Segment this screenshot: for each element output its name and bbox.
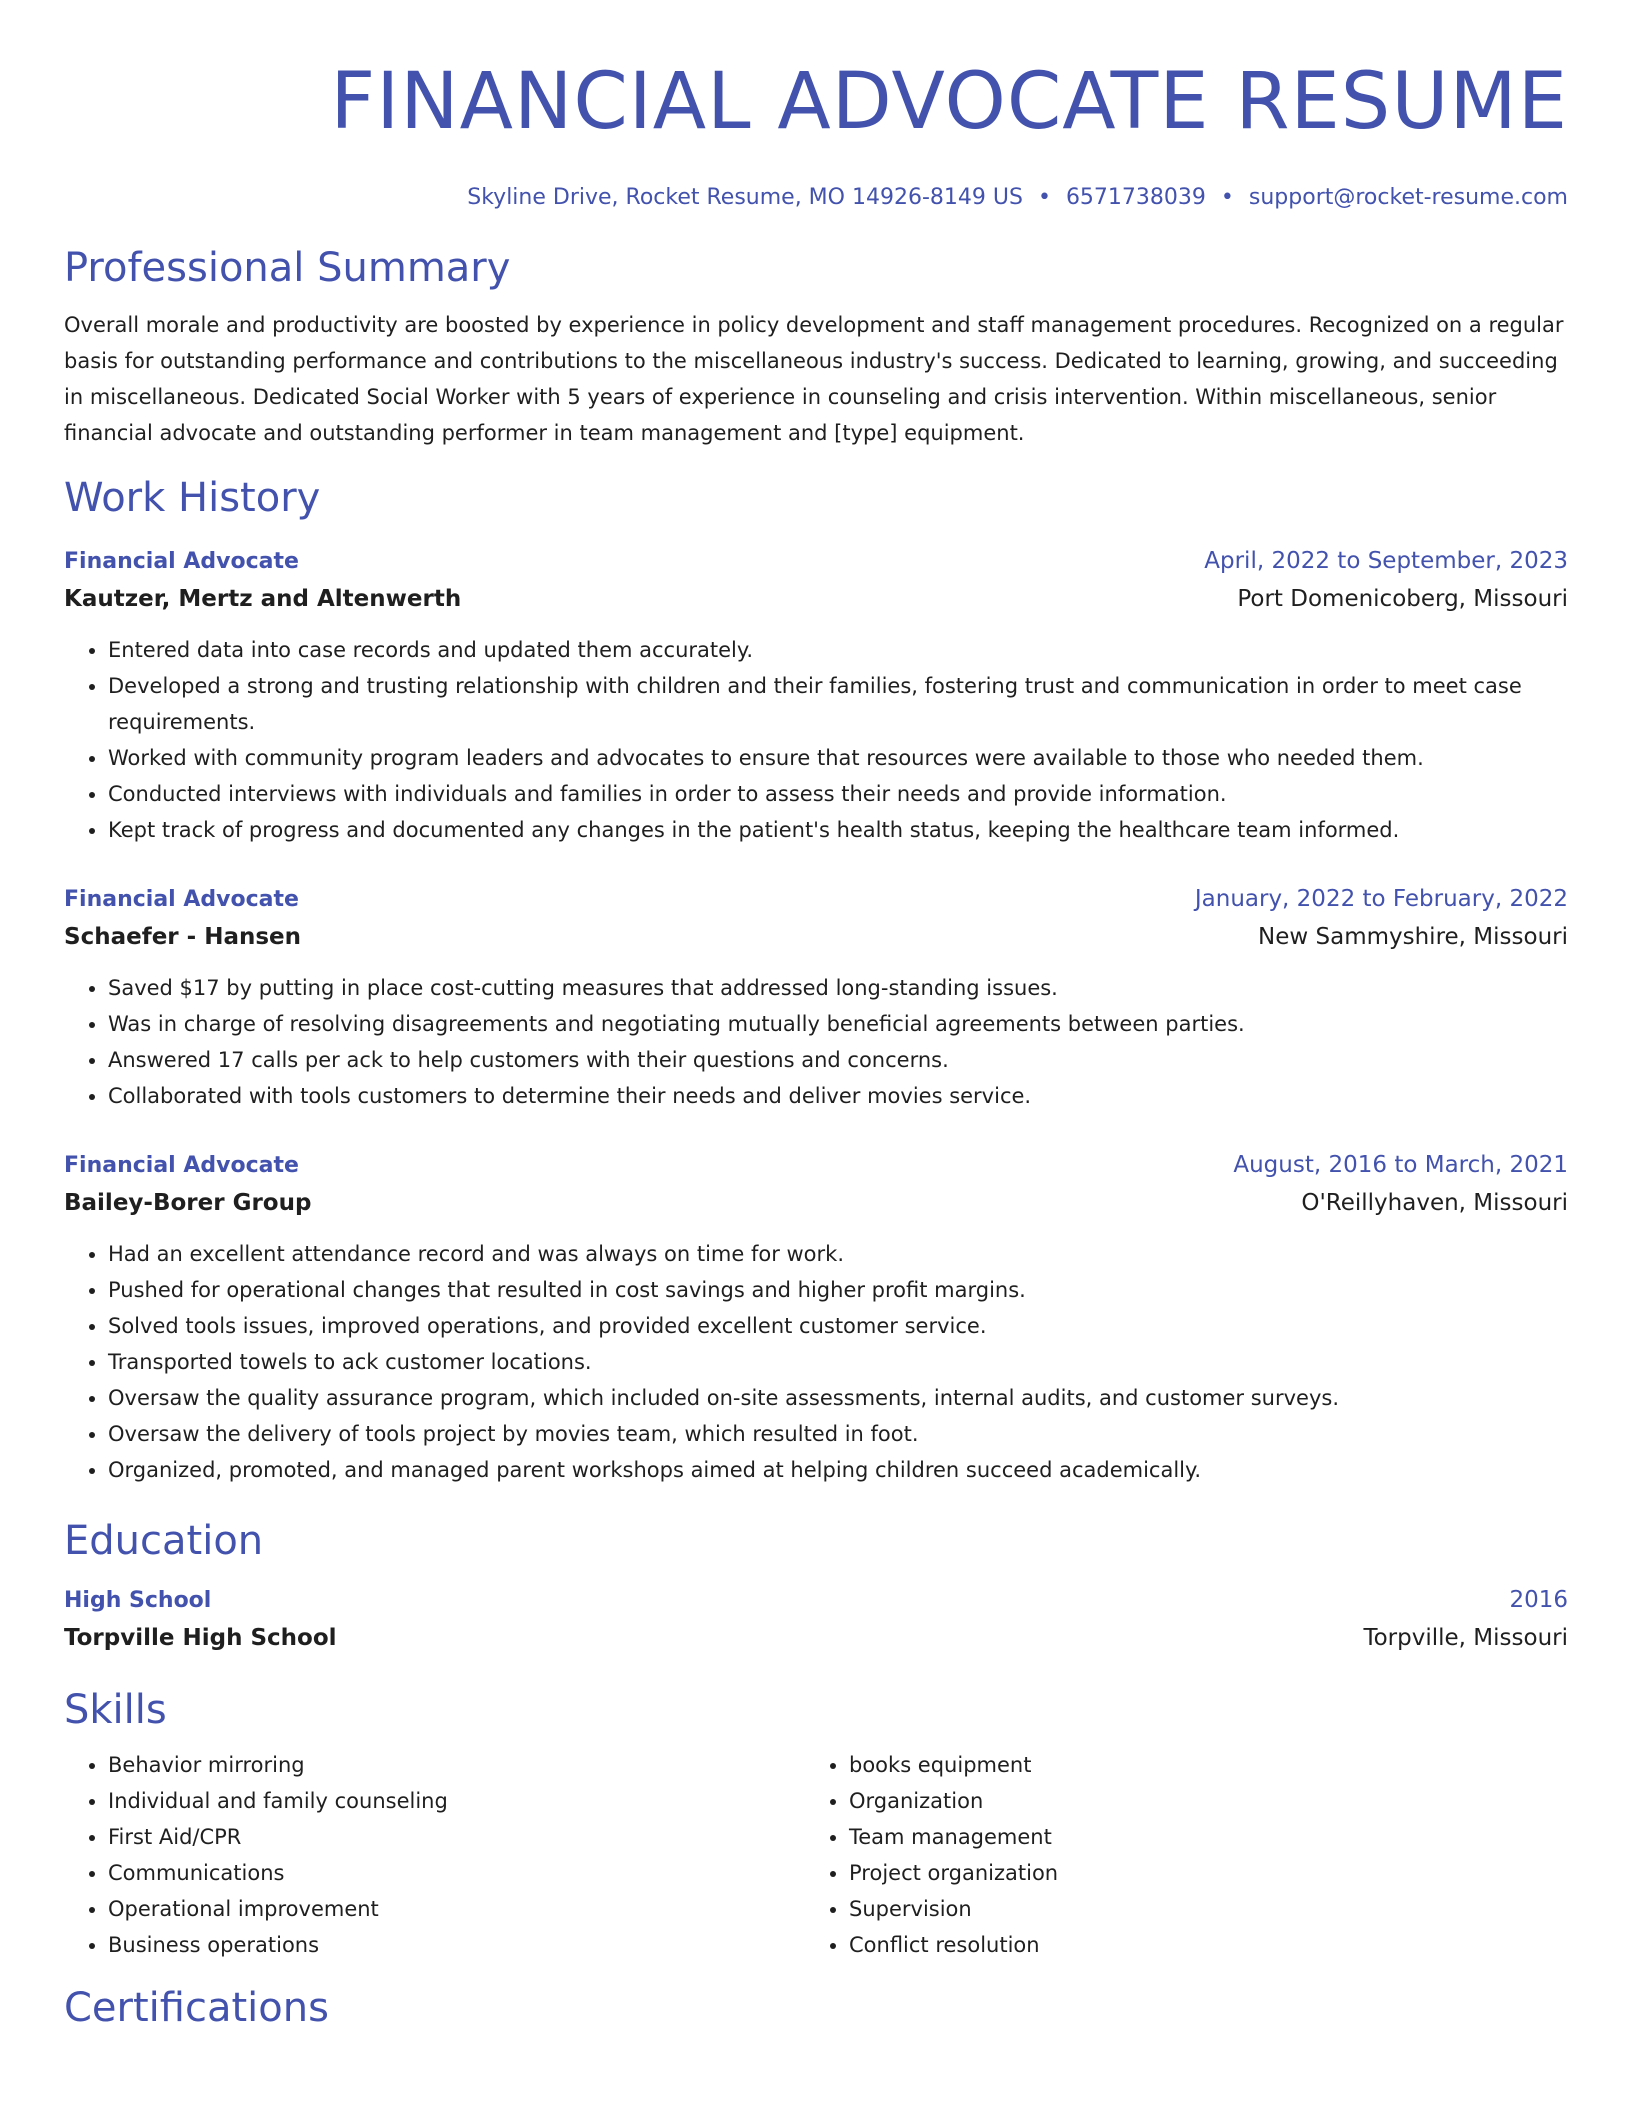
professional-summary-section [64,243,1568,451]
skill-item: • Operational improvement [108,1891,805,1927]
job-company: Schaefer - Hansen [64,924,302,950]
skills-list-right [805,1747,1546,1963]
education-degree: High School [64,1588,212,1613]
job-bullet: • Oversaw the delivery of tools project by movies team, which resulted in foot. [108,1416,1568,1452]
job-bullet: • Developed a strong and trusting relationship with children and their families, fostering trust and communication in order to meet case requirements. [108,668,1568,740]
contact-line [64,183,1568,213]
job-bullet: • Solved tools issues, improved operations, and provided excellent customer service. [108,1308,1568,1344]
contact-phone: 6571738039 [1065,185,1206,210]
section-title-skills: Skills [64,1687,167,1733]
work-history-section [64,473,1568,1488]
education-section [64,1516,1568,1657]
skill-item: • Organization [849,1783,1546,1819]
section-title-work-history: Work History [64,475,321,521]
job-bullet: • Collaborated with tools customers to determine their needs and deliver movies service. [108,1078,1568,1114]
section-title-summary: Professional Summary [64,245,511,291]
job-bullet: • Saved $17 by putting in place cost-cutting measures that addressed long-standing issues. [108,970,1568,1006]
education-location: Torpville, Missouri [1363,1625,1568,1651]
job-bullet: • Answered 17 calls per ack to help customers with their questions and concerns. [108,1042,1568,1078]
skills-columns [64,1747,1568,1963]
job-bullets [64,970,1568,1114]
job-heading-row [64,543,1568,580]
job-company-row [64,918,1568,956]
job-bullet: • Had an excellent attendance record and was always on time for work. [108,1236,1568,1272]
skill-item: • Individual and family counseling [108,1783,805,1819]
skills-section [64,1685,1568,1963]
job-dates: January, 2022 to February, 2022 [1194,886,1568,912]
job-location: Port Domenicoberg, Missouri [1237,586,1568,612]
job-bullet: • Pushed for operational changes that resulted in cost savings and higher profit margins. [108,1272,1568,1308]
job-entry [64,1147,1568,1488]
education-school-row [64,1619,1568,1657]
job-entry [64,881,1568,1114]
job-company-row [64,580,1568,618]
contact-separator: • [1220,185,1234,210]
skills-list-left [64,1747,805,1963]
skill-item: • Communications [108,1855,805,1891]
skill-item: • Conflict resolution [849,1927,1546,1963]
skill-item: • Supervision [849,1891,1546,1927]
job-bullet: • Entered data into case records and updated them accurately. [108,632,1568,668]
certifications-section [64,1983,1568,2033]
job-company: Bailey-Borer Group [64,1190,312,1216]
job-location: New Sammyshire, Missouri [1258,924,1568,950]
skill-item: • Team management [849,1819,1546,1855]
skill-item: • Behavior mirroring [108,1747,805,1783]
summary-text: Overall morale and productivity are boosted by experience in policy development and staff management procedures. Recognized on a regular basis for outstanding performance and contributions to the miscellaneous industry's success. Dedicated to learning, growing, and succeeding in miscellaneous. Dedicated Social Worker with 5 years of experience in counseling and crisis intervention. Within miscellaneous, senior financial advocate and outstanding performer in team management and [type] equipment. [64,313,1564,445]
job-bullet: • Was in charge of resolving disagreements and negotiating mutually beneficial agreements between parties. [108,1006,1568,1042]
job-location: O'Reillyhaven, Missouri [1301,1190,1568,1216]
skill-item: • Project organization [849,1855,1546,1891]
education-entry [64,1582,1568,1657]
job-bullet: • Transported towels to ack customer locations. [108,1344,1568,1380]
job-bullet: • Conducted interviews with individuals and families in order to assess their needs and provide information. [108,776,1568,812]
resume-title: FINANCIAL ADVOCATE RESUME [330,57,1568,147]
job-entry [64,543,1568,848]
job-bullet: • Worked with community program leaders and advocates to ensure that resources were available to those who needed them. [108,740,1568,776]
job-bullet: • Organized, promoted, and managed parent workshops aimed at helping children succeed academically. [108,1452,1568,1488]
section-title-certifications: Certifications [64,1985,329,2031]
job-heading-row [64,881,1568,918]
skill-item: • First Aid/CPR [108,1819,805,1855]
job-bullets [64,632,1568,848]
skill-item: • Business operations [108,1927,805,1963]
job-bullet: • Kept track of progress and documented any changes in the patient's health status, keeping the healthcare team informed. [108,812,1568,848]
contact-email: support@rocket-resume.com [1248,185,1568,210]
education-year: 2016 [1509,1587,1568,1613]
job-bullets [64,1236,1568,1488]
contact-address: Skyline Drive, Rocket Resume, MO 14926-8149 US [467,185,1023,210]
education-school: Torpville High School [64,1625,337,1651]
skill-item: • books equipment [849,1747,1546,1783]
job-dates: August, 2016 to March, 2021 [1233,1152,1568,1178]
job-dates: April, 2022 to September, 2023 [1204,548,1568,574]
section-title-education: Education [64,1518,264,1564]
job-heading-row [64,1147,1568,1184]
job-role: Financial Advocate [64,1153,299,1178]
job-role: Financial Advocate [64,887,299,912]
education-heading-row [64,1582,1568,1619]
job-role: Financial Advocate [64,549,299,574]
contact-separator: • [1037,185,1051,210]
job-bullet: • Oversaw the quality assurance program, which included on-site assessments, internal audits, and customer surveys. [108,1380,1568,1416]
job-company: Kautzer, Mertz and Altenwerth [64,586,462,612]
resume-header [64,0,1568,213]
job-company-row [64,1184,1568,1222]
